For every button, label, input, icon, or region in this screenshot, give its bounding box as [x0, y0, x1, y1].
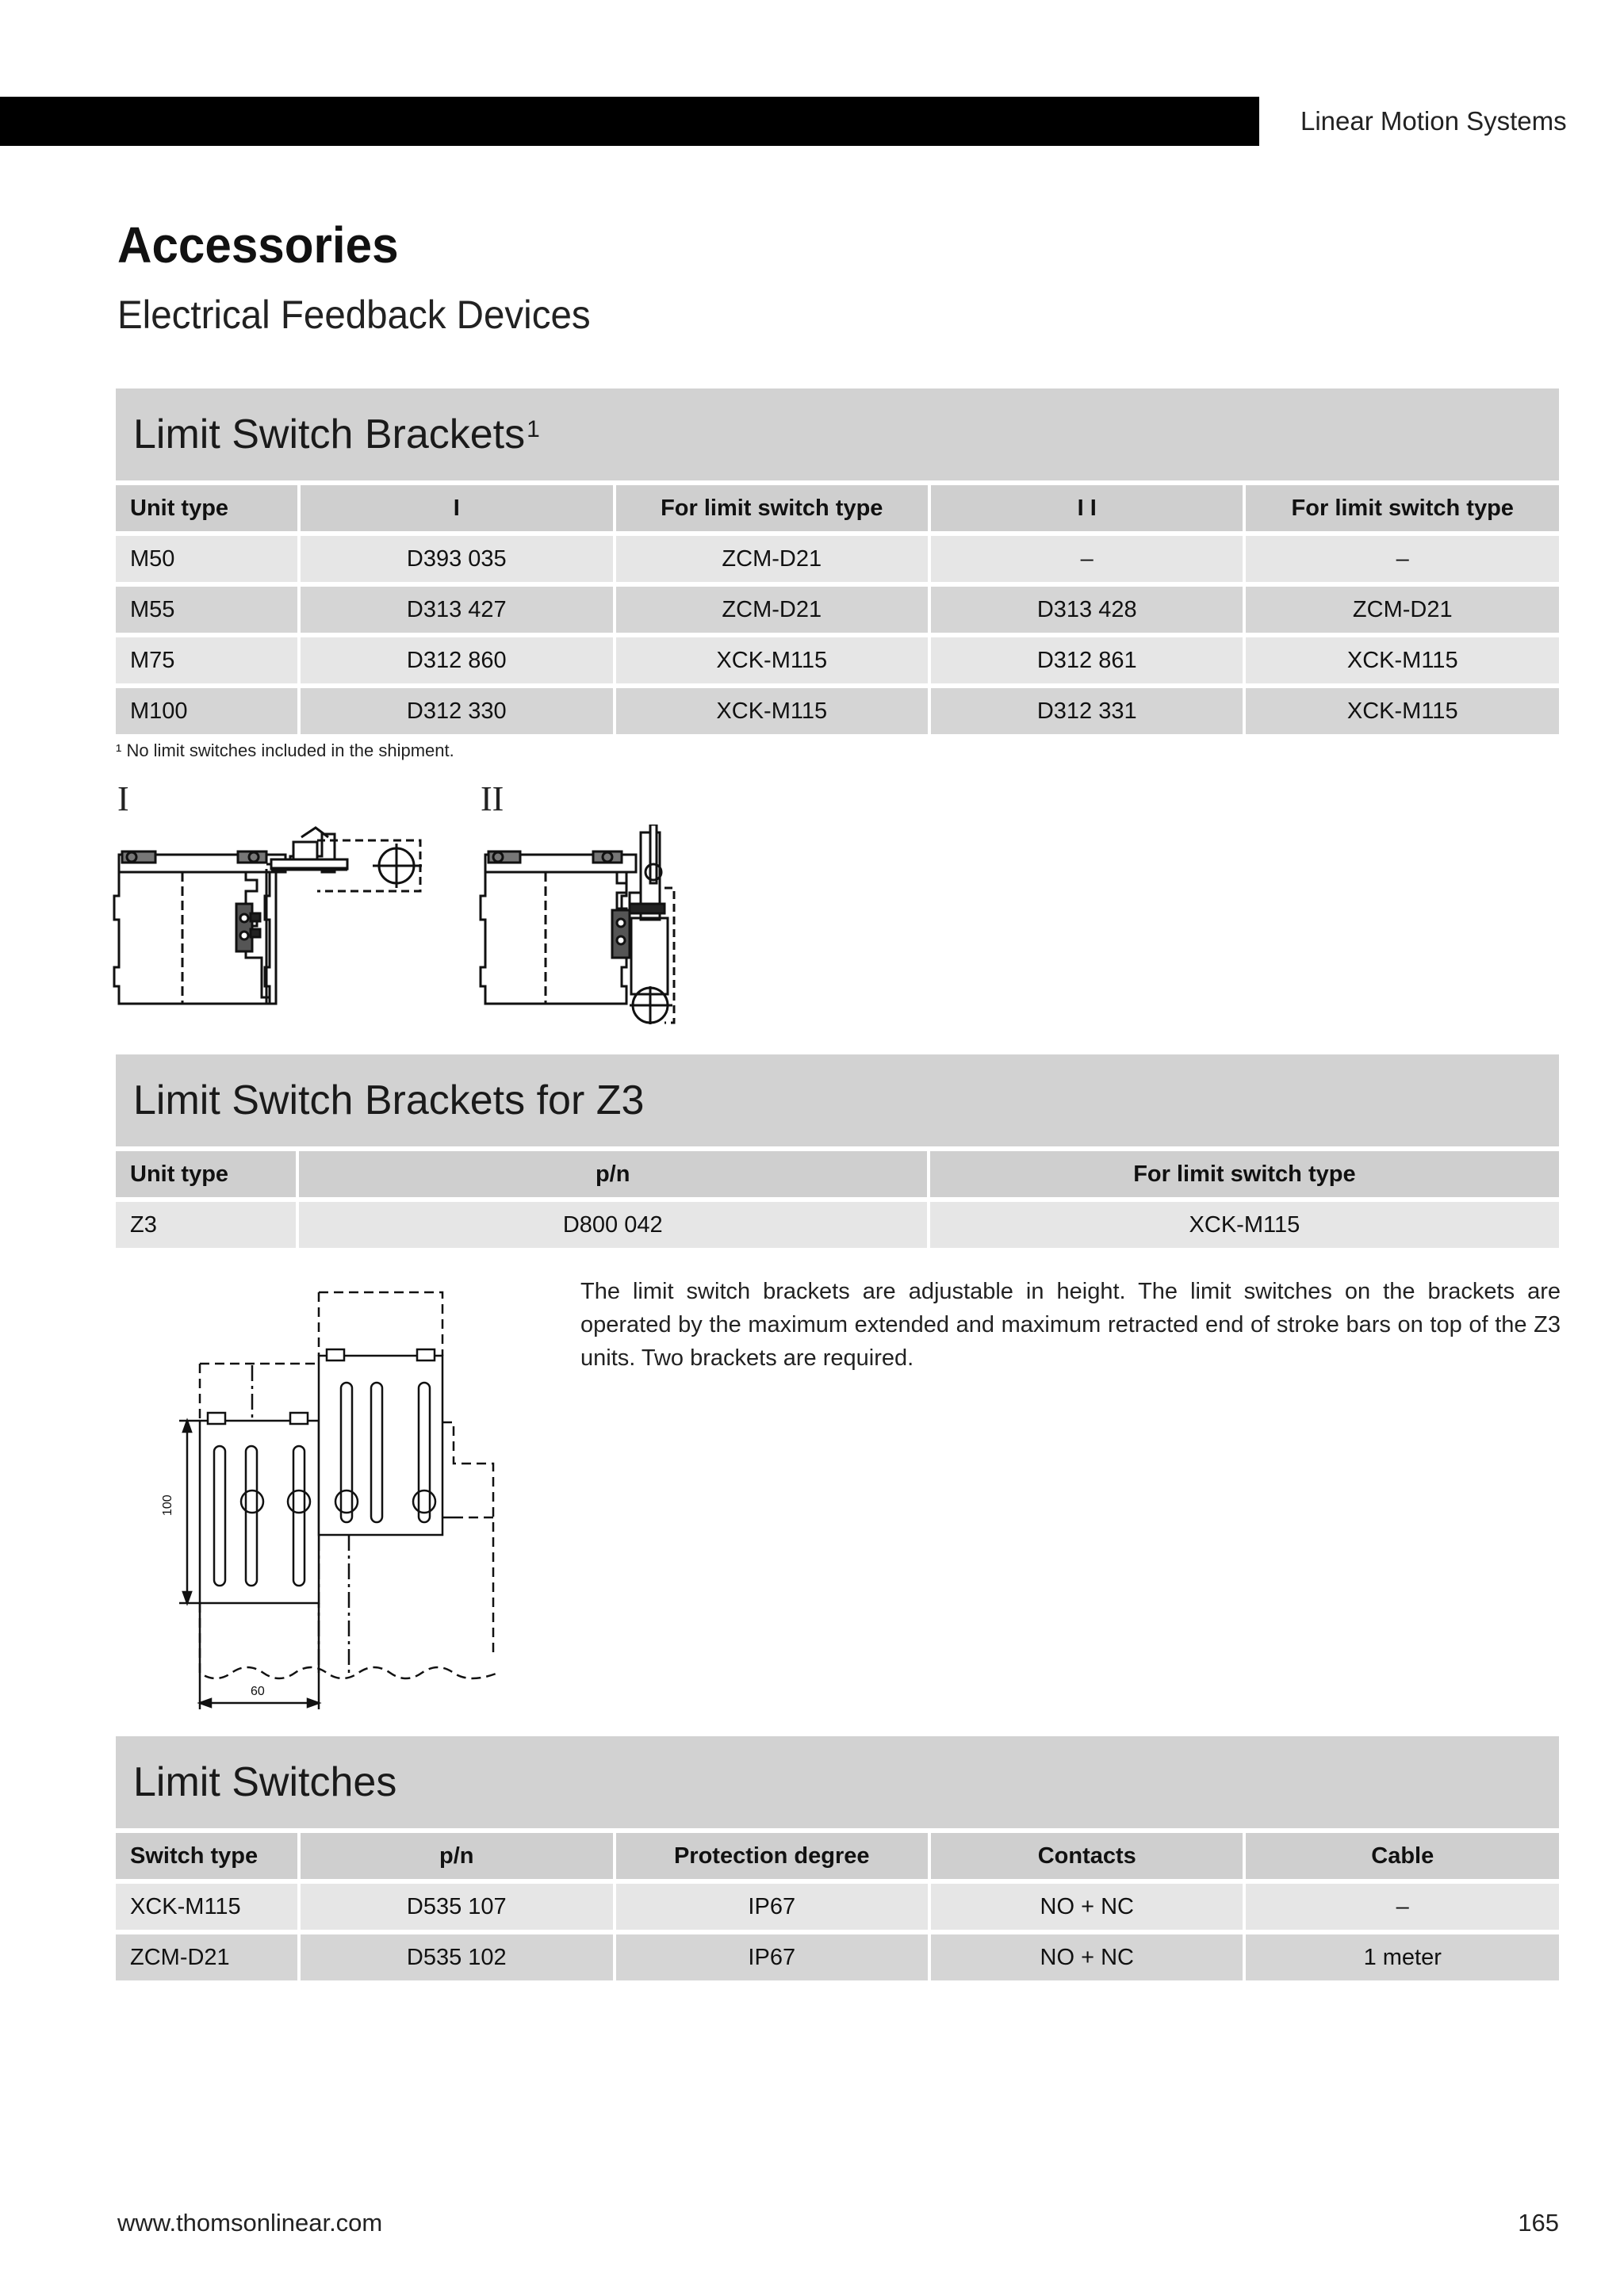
column-header: p/n: [301, 1833, 612, 1879]
section-title-text: Limit Switch Brackets for Z3: [133, 1077, 645, 1123]
table-row: [116, 587, 1559, 633]
z3-bracket-drawing: [140, 1281, 504, 1709]
dimension-height: 100: [161, 1494, 174, 1516]
header-bar: [0, 97, 1259, 146]
table-cell: XCK-M115: [616, 637, 928, 683]
section-title-text: Limit Switches: [133, 1759, 397, 1805]
table-cell: XCK-M115: [116, 1884, 297, 1930]
page-title: Accessories: [117, 216, 399, 274]
table-cell: D535 102: [301, 1934, 612, 1980]
table-cell: XCK-M115: [616, 688, 928, 734]
table-cell: D312 330: [301, 688, 612, 734]
table-cell: –: [1246, 1884, 1559, 1930]
table-row: [116, 1934, 1559, 1980]
table-cell: D393 035: [301, 536, 612, 582]
table-row: [116, 1202, 1559, 1248]
dimension-width: 60: [251, 1685, 265, 1698]
table-cell: D535 107: [301, 1884, 612, 1930]
column-header: Cable: [1246, 1833, 1559, 1879]
section-limit-switches-title: [116, 1736, 1559, 1828]
table-cell: IP67: [616, 1884, 928, 1930]
column-header: Switch type: [116, 1833, 297, 1879]
table-cell: M55: [116, 587, 297, 633]
table-row: [116, 536, 1559, 582]
table-cell: D312 861: [931, 637, 1243, 683]
table-cell: M100: [116, 688, 297, 734]
table-cell: NO + NC: [931, 1884, 1243, 1930]
z3-description: The limit switch brackets are adjustable in height. The limit switches on the brackets are operated by the maximum extended and maximum retracted end of stroke bars on top of the Z3 units. Two brackets are required.: [580, 1279, 1561, 1371]
table-cell: Z3: [116, 1202, 296, 1248]
column-header: I: [301, 485, 612, 531]
table-cell: D313 428: [931, 587, 1243, 633]
table-header-row: [116, 1833, 1559, 1879]
table-cell: ZCM-D21: [616, 536, 928, 582]
table-cell: XCK-M115: [930, 1202, 1559, 1248]
table-cell: ZCM-D21: [1246, 587, 1559, 633]
column-header: p/n: [299, 1151, 927, 1197]
table-cell: NO + NC: [931, 1934, 1243, 1980]
column-header: Unit type: [116, 1151, 296, 1197]
figure-label-ii: II: [481, 779, 504, 818]
column-header: For limit switch type: [616, 485, 928, 531]
column-header: Contacts: [931, 1833, 1243, 1879]
header-title: Linear Motion Systems: [1300, 106, 1567, 136]
footnote-marker: 1: [527, 416, 540, 442]
table-cell: D313 427: [301, 587, 612, 633]
section-title-text: Limit Switch Brackets: [133, 411, 526, 457]
bracket-drawing-i: [111, 825, 436, 1015]
table-cell: ZCM-D21: [616, 587, 928, 633]
footer-url[interactable]: www.thomsonlinear.com: [117, 2209, 383, 2237]
limit-switches-table: [113, 1828, 1562, 1985]
section-z3-brackets-title: [116, 1054, 1559, 1146]
table-row: [116, 1884, 1559, 1930]
column-header: Unit type: [116, 485, 297, 531]
table-cell: 1 meter: [1246, 1934, 1559, 1980]
table-cell: M75: [116, 637, 297, 683]
table-cell: M50: [116, 536, 297, 582]
column-header: Protection degree: [616, 1833, 928, 1879]
column-header: For limit switch type: [930, 1151, 1559, 1197]
table-cell: IP67: [616, 1934, 928, 1980]
column-header: For limit switch type: [1246, 485, 1559, 531]
table-header-row: [116, 1151, 1559, 1197]
table-cell: XCK-M115: [1246, 637, 1559, 683]
page-number: 165: [1518, 2209, 1559, 2237]
footnote: ¹ No limit switches included in the shipment.: [116, 740, 454, 760]
section-limit-switch-brackets-title: [116, 388, 1559, 480]
table-cell: XCK-M115: [1246, 688, 1559, 734]
z3-brackets-table: [113, 1146, 1562, 1253]
table-cell: D312 860: [301, 637, 612, 683]
table-cell: D800 042: [299, 1202, 927, 1248]
table-cell: ZCM-D21: [116, 1934, 297, 1980]
bracket-drawing-ii: [474, 825, 696, 1031]
table-header-row: [116, 485, 1559, 531]
page-subtitle: Electrical Feedback Devices: [117, 293, 591, 337]
table-cell: D312 331: [931, 688, 1243, 734]
figure-label-i: I: [117, 779, 129, 818]
limit-switch-brackets-table: [113, 480, 1562, 739]
table-cell: –: [1246, 536, 1559, 582]
column-header: I I: [931, 485, 1243, 531]
table-row: [116, 637, 1559, 683]
table-cell: –: [931, 536, 1243, 582]
table-row: [116, 688, 1559, 734]
